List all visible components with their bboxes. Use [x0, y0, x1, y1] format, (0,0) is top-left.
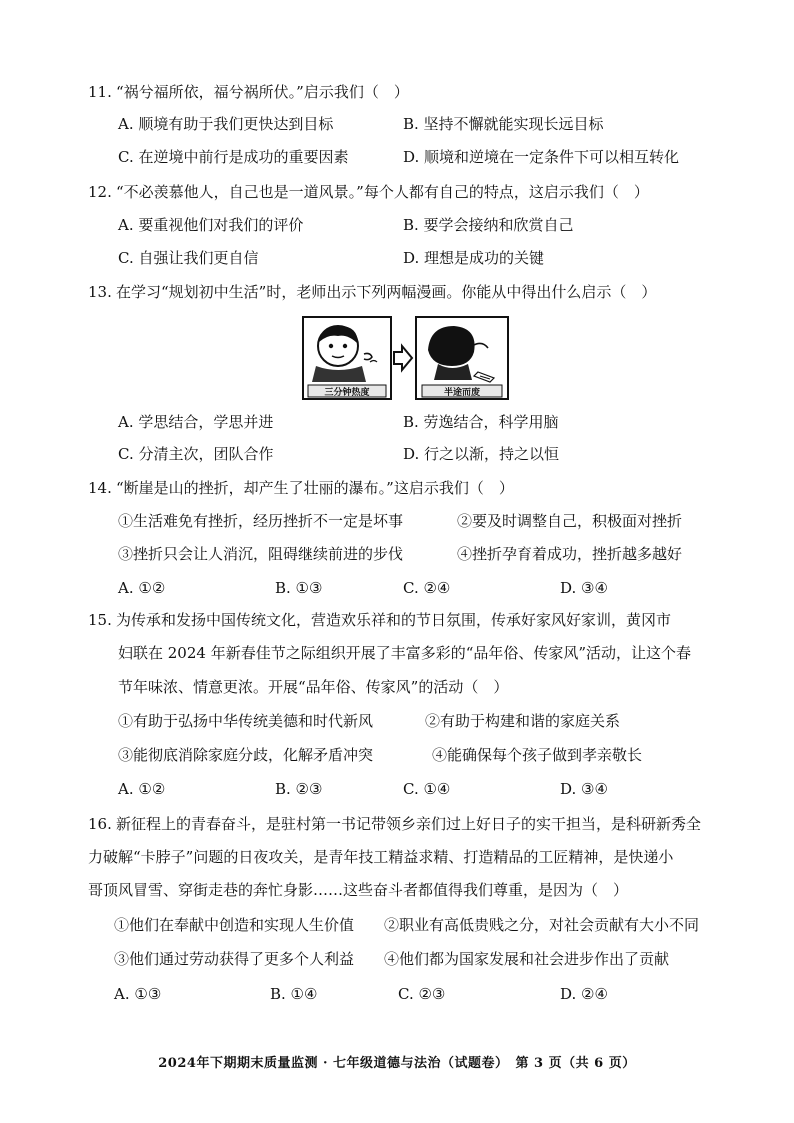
comic-panel-left — [303, 317, 391, 399]
statement-3: ③挫折只会让人消沉，阻碍继续前进的步伐 — [118, 545, 404, 563]
question-15 — [88, 610, 671, 630]
option-c: C. ②③ — [398, 985, 446, 1003]
option-a: A. ①③ — [114, 985, 162, 1003]
question-12 — [88, 182, 649, 202]
question-number: 15. — [88, 611, 112, 629]
option-c: C. 在逆境中前行是成功的重要因素 — [118, 148, 349, 166]
option-d: D. 行之以渐，持之以恒 — [403, 445, 560, 463]
question-number: 13. — [88, 283, 112, 301]
arrow-icon — [394, 346, 412, 370]
option-a: A. 要重视他们对我们的评价 — [118, 216, 304, 234]
question-stem-line-1: 为传承和发扬中国传统文化，营造欢乐祥和的节日氛围，传承好家风好家训，黄冈市 — [116, 611, 672, 629]
statement-1: ①他们在奉献中创造和实现人生价值 — [114, 916, 355, 934]
question-stem: “祸兮福所依，福兮祸所伏。”启示我们（ ） — [116, 83, 409, 101]
question-stem-line-2: 力破解“卡脖子”问题的日夜攻关，是青年技工精益求精、打造精品的工匠精神，是快递小 — [88, 848, 674, 866]
option-b: B. 坚持不懈就能实现长远目标 — [403, 115, 604, 133]
option-d: D. 顺境和逆境在一定条件下可以相互转化 — [403, 148, 680, 166]
option-b: B. 要学会接纳和欣赏自己 — [403, 216, 574, 234]
question-number: 14. — [88, 479, 112, 497]
option-b: B. ①④ — [270, 985, 318, 1003]
question-stem: 在学习“规划初中生活”时，老师出示下列两幅漫画。你能从中得出什么启示（ ） — [116, 283, 657, 301]
statement-2: ②有助于构建和谐的家庭关系 — [425, 712, 621, 730]
statement-3: ③能彻底消除家庭分歧，化解矛盾冲突 — [118, 746, 374, 764]
option-a: A. ①② — [118, 579, 166, 597]
option-c: C. 分清主次，团队合作 — [118, 445, 274, 463]
question-number: 12. — [88, 183, 112, 201]
option-d: D. ③④ — [560, 579, 608, 597]
option-a: A. ①② — [118, 780, 166, 798]
option-b: B. 劳逸结合，科学用脑 — [403, 413, 559, 431]
question-16 — [88, 814, 701, 834]
page-footer: 2024年下期期末质量监测 · 七年级道德与法治（试题卷） 第 3 页（共 6 页） — [158, 1056, 636, 1071]
statement-4: ④挫折孕育着成功，挫折越多越好 — [457, 545, 683, 563]
option-d: D. ②④ — [560, 985, 608, 1003]
option-c: C. 自强让我们更自信 — [118, 249, 259, 267]
question-11 — [88, 82, 409, 102]
question-stem-line-3: 节年味浓、情意更浓。开展“品年俗、传家风”的活动（ ） — [118, 678, 509, 696]
comic-illustration — [302, 316, 510, 400]
comic-caption-right: 半途而废 — [443, 388, 481, 398]
comic-panel-right — [416, 317, 508, 399]
statement-4: ④能确保每个孩子做到孝亲敬长 — [432, 746, 643, 764]
question-stem-line-1: 新征程上的青春奋斗，是驻村第一书记带领乡亲们过上好日子的实干担当，是科研新秀全 — [116, 815, 702, 833]
option-a: A. 学思结合，学思并进 — [118, 413, 274, 431]
question-stem-line-2: 妇联在 2024 年新春佳节之际组织开展了丰富多彩的“品年俗、传家风”活动，让这个春 — [118, 644, 692, 662]
question-14 — [88, 478, 514, 498]
option-c: C. ②④ — [403, 579, 451, 597]
statement-1: ①有助于弘扬中华传统美德和时代新风 — [118, 712, 374, 730]
question-stem: “不必羡慕他人，自己也是一道风景。”每个人都有自己的特点，这启示我们（ ） — [116, 183, 649, 201]
option-b: B. ①③ — [275, 579, 323, 597]
question-stem: “断崖是山的挫折，却产生了壮丽的瀑布。”这启示我们（ ） — [116, 479, 514, 497]
statement-3: ③他们通过劳动获得了更多个人利益 — [114, 950, 355, 968]
statement-4: ④他们都为国家发展和社会进步作出了贡献 — [384, 950, 670, 968]
option-c: C. ①④ — [403, 780, 451, 798]
option-d: D. 理想是成功的关键 — [403, 249, 545, 267]
option-b: B. ②③ — [275, 780, 323, 798]
question-stem-line-3: 哥顶风冒雪、穿街走巷的奔忙身影……这些奋斗者都值得我们尊重，是因为（ ） — [88, 881, 629, 899]
option-d: D. ③④ — [560, 780, 608, 798]
question-number: 11. — [88, 83, 112, 101]
option-a: A. 顺境有助于我们更快达到目标 — [118, 115, 334, 133]
statement-1: ①生活难免有挫折，经历挫折不一定是坏事 — [118, 512, 404, 530]
comic-caption-left: 三分钟热度 — [324, 388, 370, 398]
question-number: 16. — [88, 815, 112, 833]
statement-2: ②职业有高低贵贱之分，对社会贡献有大小不同 — [384, 916, 700, 934]
question-13 — [88, 282, 656, 302]
statement-2: ②要及时调整自己，积极面对挫折 — [457, 512, 683, 530]
